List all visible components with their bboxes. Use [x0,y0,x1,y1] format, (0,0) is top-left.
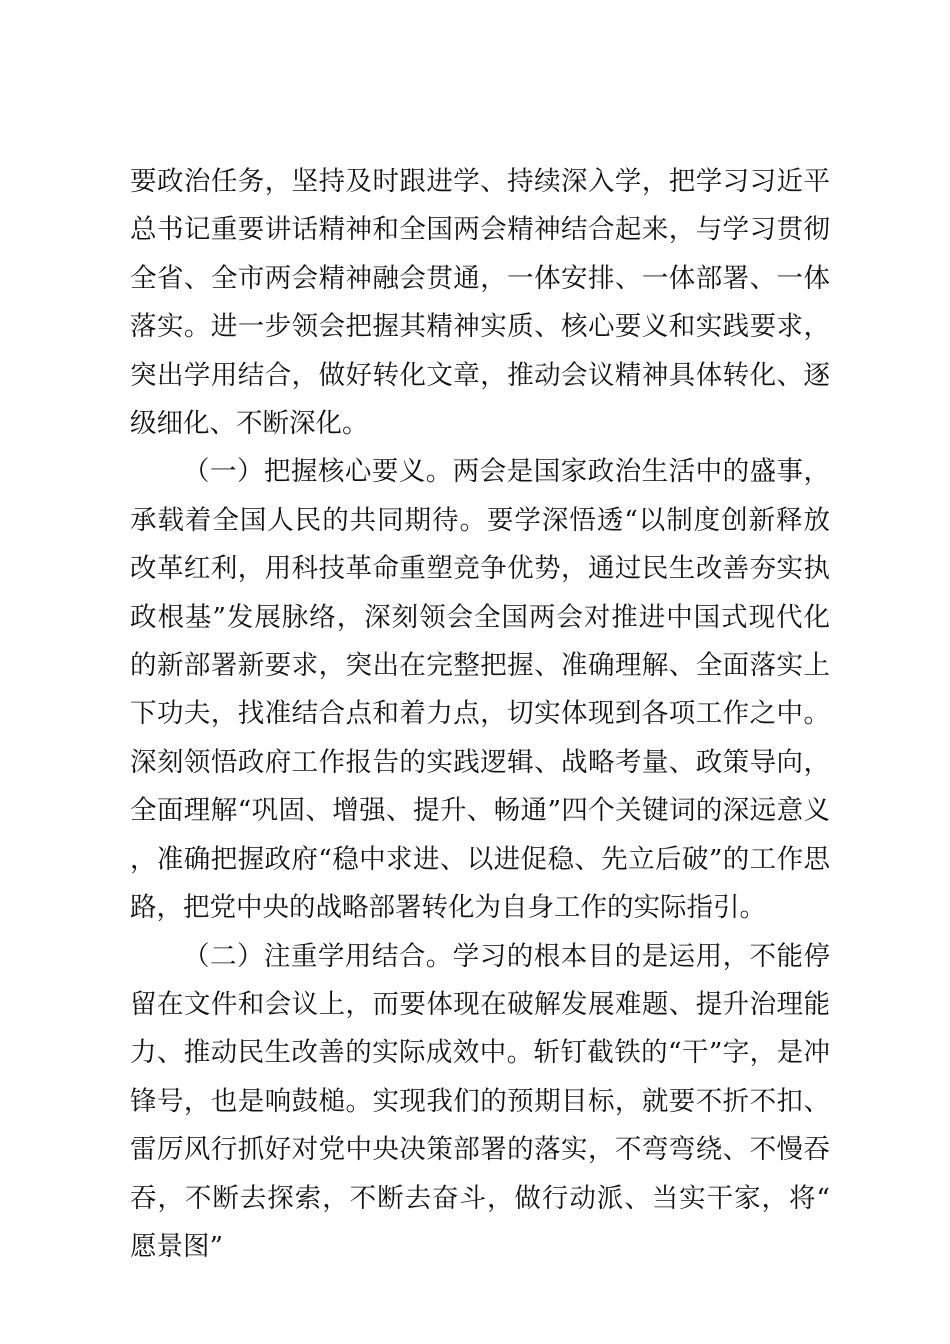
paragraph-section-1: （一）把握核心要义。两会是国家政治生活中的盛事，承载着全国人民的共同期待。要学深悟透“以制度创新释放改革红利，用科技革命重塑竞争优势，通过民生改善夯实执政根基”发展脉络，深刻领会全国两会对推进中国式现代化的新部署新要求，突出在完整把握、准确理解、全面落实上下功夫，找准结合点和着力点，切实体现到各项工作之中。深刻领悟政府工作报告的实践逻辑、战略考量、政策导向，全面理解“巩固、增强、提升、畅通”四个关键词的深远意义，准确把握政府“稳中求进、以进促稳、先立后破”的工作思路，把党中央的战略部署转化为自身工作的实际指引。 [130,456,830,924]
document-body [130,158,830,1271]
paragraph-continuation: 要政治任务，坚持及时跟进学、持续深入学，把学习习近平总书记重要讲话精神和全国两会精神结合起来，与学习贯彻全省、全市两会精神融会贯通，一体安排、一体部署、一体落实。进一步领会把握其精神实质、核心要义和实践要求，突出学用结合，做好转化文章，推动会议精神具体转化、逐级细化、不断深化。 [130,166,830,440]
paragraph-section-2: （二）注重学用结合。学习的根本目的是运用，不能停留在文件和会议上，而要体现在破解发展难题、提升治理能力、推动民生改善的实际成效中。斩钉截铁的“干”字，是冲锋号，也是响鼓槌。实现我们的预期目标，就要不折不扣、雷厉风行抓好对党中央决策部署的落实，不弯弯绕、不慢吞吞，不断去探索，不断去奋斗，做行动派、当实干家，将“愿景图” [130,940,830,1262]
